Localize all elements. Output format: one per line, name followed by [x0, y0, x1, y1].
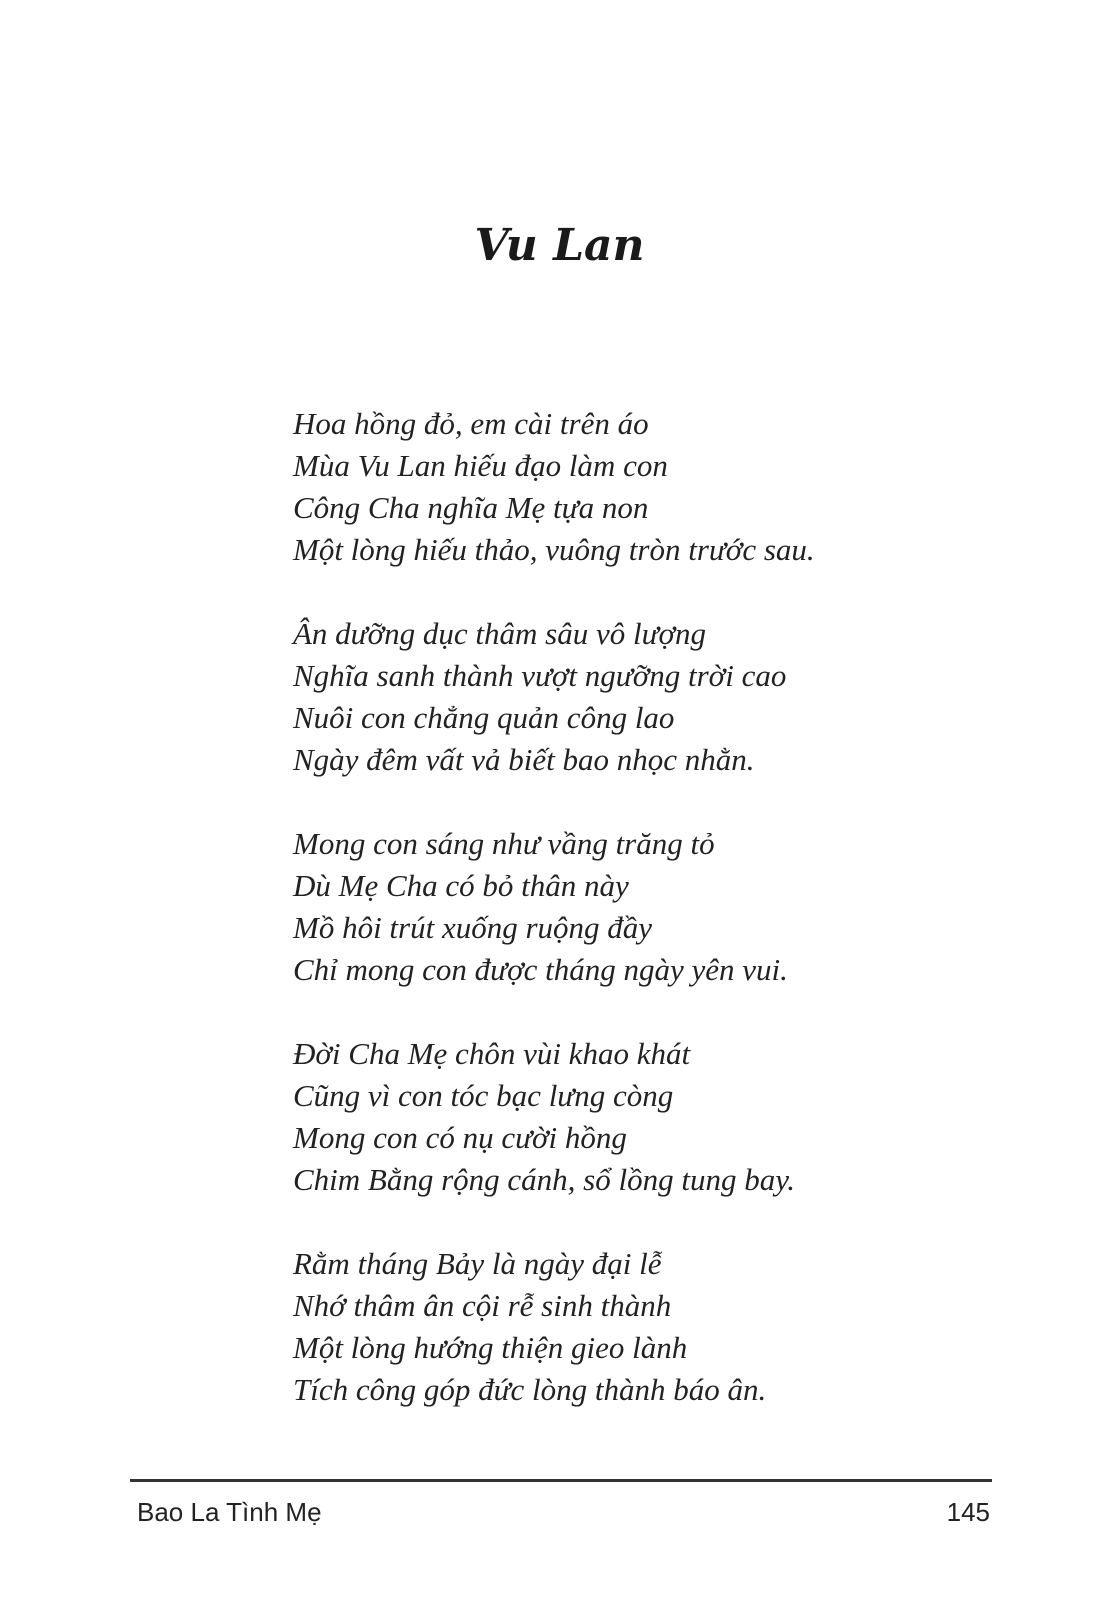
- poem-title: Vu Lan: [474, 220, 645, 271]
- page-number: 145: [946, 1497, 990, 1527]
- stanza: [293, 613, 1013, 781]
- verse-line: Ân dưỡng dục thâm sâu vô lượng: [293, 616, 707, 651]
- poem-body: [293, 403, 1013, 1453]
- stanza: [293, 823, 1013, 991]
- verse-line: Một lòng hướng thiện gieo lành: [293, 1330, 688, 1365]
- verse-line: Tích công góp đức lòng thành báo ân.: [293, 1372, 767, 1407]
- footer-divider: [130, 1479, 992, 1482]
- verse-line: Một lòng hiếu thảo, vuông tròn trước sau.: [293, 532, 815, 567]
- stanza: [293, 1243, 1013, 1411]
- verse-line: Mong con sáng như vầng trăng tỏ: [293, 826, 715, 861]
- verse-line: Hoa hồng đỏ, em cài trên áo: [293, 406, 649, 441]
- verse-line: Ngày đêm vất vả biết bao nhọc nhằn.: [293, 742, 755, 777]
- verse-line: Rằm tháng Bảy là ngày đại lễ: [293, 1246, 662, 1281]
- page-footer: [137, 1492, 990, 1532]
- verse-line: Chỉ mong con được tháng ngày yên vui.: [293, 952, 788, 987]
- verse-line: Chim Bằng rộng cánh, sổ lồng tung bay.: [293, 1162, 796, 1197]
- verse-line: Mùa Vu Lan hiếu đạo làm con: [293, 448, 668, 483]
- verse-line: Mồ hôi trút xuống ruộng đầy: [293, 910, 653, 945]
- verse-line: Dù Mẹ Cha có bỏ thân này: [293, 868, 629, 903]
- verse-line: Nhớ thâm ân cội rễ sinh thành: [293, 1288, 672, 1323]
- verse-line: Nuôi con chẳng quản công lao: [293, 700, 675, 735]
- verse-line: Mong con có nụ cười hồng: [293, 1120, 627, 1155]
- stanza: [293, 403, 1013, 571]
- verse-line: Nghĩa sanh thành vượt ngưỡng trời cao: [293, 658, 787, 693]
- verse-line: Công Cha nghĩa Mẹ tựa non: [293, 490, 649, 525]
- verse-line: Đời Cha Mẹ chôn vùi khao khát: [293, 1036, 691, 1071]
- verse-line: Cũng vì con tóc bạc lưng còng: [293, 1078, 674, 1113]
- book-title: Bao La Tình Mẹ: [137, 1497, 322, 1527]
- stanza: [293, 1033, 1013, 1201]
